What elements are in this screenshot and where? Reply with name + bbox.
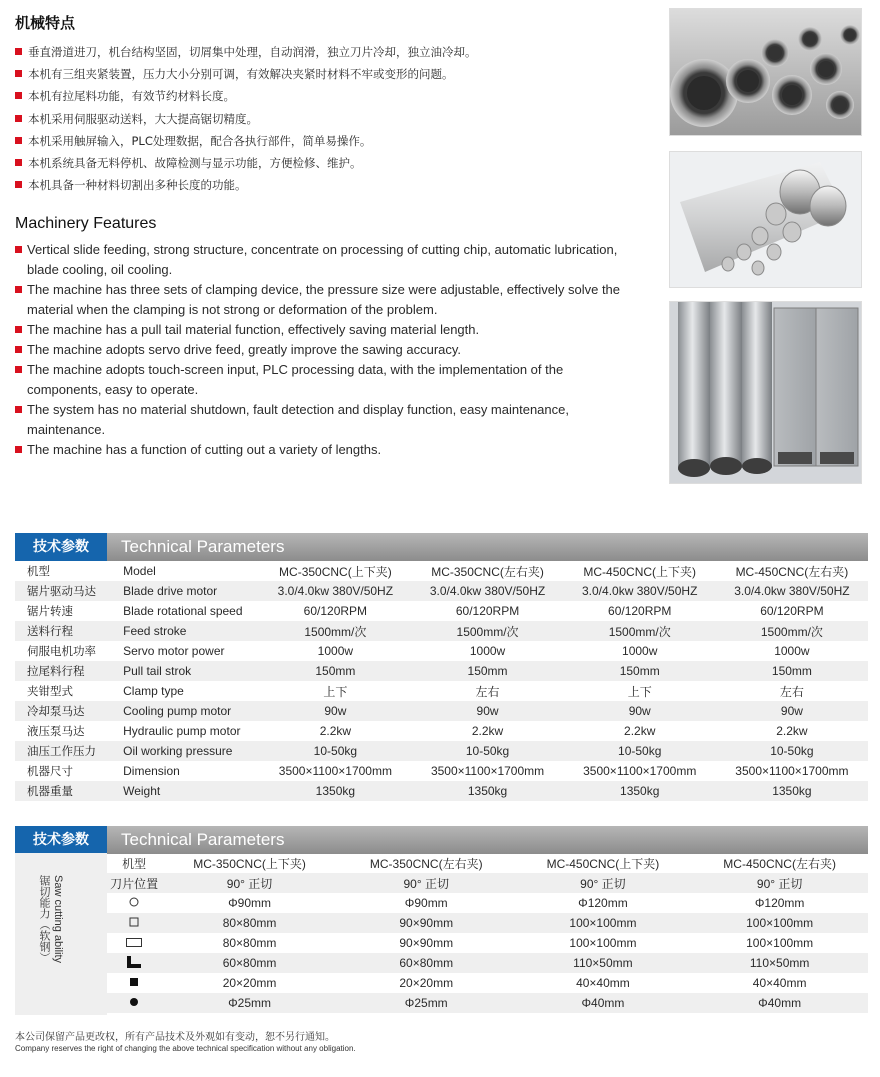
param-value: 90° 正切: [515, 873, 692, 893]
bullet-icon: [15, 286, 22, 293]
param-value: 3500×1100×1700mm: [735, 764, 849, 778]
param-value: 90w: [564, 701, 716, 721]
saw-side-cn: 锯切能力（软钢）: [38, 875, 51, 963]
param-label-cn: 伺服电机功率: [27, 644, 96, 658]
param-value: 1500mm/次: [716, 621, 868, 641]
list-item: The machine has a function of cutting out a variety of lengths.: [15, 440, 635, 460]
bullet-icon: [15, 406, 22, 413]
param-label: 刀片位置: [107, 873, 161, 893]
table-row: [15, 761, 868, 781]
footer-note-en: Company reserves the right of changing the above technical specification without any obligation.: [15, 1044, 356, 1053]
param-value: 90° 正切: [161, 873, 338, 893]
table-row: [107, 873, 868, 893]
param-value: 150mm: [411, 661, 563, 681]
bullet-icon: [15, 159, 22, 166]
param-value: 10-50kg: [259, 741, 411, 761]
table-row: [15, 721, 868, 741]
param-value: 10-50kg: [411, 741, 563, 761]
table-row: [107, 853, 868, 873]
features-en-title: Machinery Features: [15, 215, 157, 232]
param-value: Φ25mm: [338, 993, 515, 1013]
param-value: Φ90mm: [228, 896, 271, 910]
param-value: MC-350CNC(左右夹): [431, 564, 544, 579]
param-value: 2.2kw: [319, 724, 352, 738]
param-value: 3.0/4.0kw 380V/50HZ: [411, 581, 563, 601]
param-value: MC-350CNC(上下夹): [279, 564, 392, 579]
section-shape-cell: [107, 973, 161, 993]
param-value: 1000w: [774, 644, 810, 658]
param-value: 100×100mm: [515, 913, 692, 933]
table-row: [107, 993, 868, 1013]
param-label-en: Cooling pump motor: [109, 701, 259, 721]
params-table-1: [15, 561, 868, 801]
param-value: 3500×1100×1700mm: [583, 764, 697, 778]
param-value: 100×100mm: [569, 936, 637, 950]
param-value: 20×20mm: [222, 976, 277, 990]
table-row: [107, 973, 868, 993]
bullet-icon: [15, 446, 22, 453]
table-row: [15, 681, 868, 701]
param-label-cn: 拉尾料行程: [15, 661, 109, 681]
param-value: 10-50kg: [564, 741, 716, 761]
param-value: 80×80mm: [161, 913, 338, 933]
table-row: [15, 781, 868, 801]
features-en-list: [15, 240, 635, 460]
param-label-cn: 送料行程: [15, 621, 109, 641]
param-value: 40×40mm: [752, 976, 807, 990]
param-label-cn: 机器尺寸: [27, 764, 73, 778]
param-value: 60/120RPM: [760, 604, 824, 618]
param-value: 10-50kg: [716, 741, 868, 761]
bullet-icon: [15, 326, 22, 333]
param-value: 1000w: [469, 644, 506, 658]
param-value: MC-350CNC(上下夹): [193, 856, 306, 871]
param-value: 1350kg: [259, 781, 411, 801]
param-value: Φ120mm: [578, 896, 628, 910]
param-label-cn: 机型: [27, 564, 50, 578]
saw-side-en: Saw cutting ability: [52, 875, 64, 964]
param-value: 3500×1100×1700mm: [278, 764, 392, 778]
param-value: Φ90mm: [404, 896, 448, 910]
bullet-icon: [15, 181, 22, 188]
param-value: 20×20mm: [399, 976, 454, 990]
param-value: 1000w: [622, 644, 658, 658]
param-label-cn: 油压工作压力: [15, 741, 109, 761]
bullet-icon: [15, 246, 22, 253]
params-header-cn: 技术参数: [15, 533, 107, 561]
param-value: 2.2kw: [776, 724, 808, 738]
bullet-icon: [15, 137, 22, 144]
param-value: 1500mm/次: [259, 621, 411, 641]
angle-steel-icon: [126, 956, 142, 971]
saw-cutting-ability-label: [15, 853, 107, 1015]
bullet-icon: [15, 92, 22, 99]
param-value: 150mm: [716, 661, 868, 681]
list-item: The machine adopts servo drive feed, greatly improve the sawing accuracy.: [15, 340, 635, 360]
list-item: 垂直滑道进刀，机台结构坚固，切屑集中处理，自动润滑，独立刀片冷却，独立油冷却。: [15, 41, 635, 63]
param-value: 左右: [475, 684, 500, 699]
table-row: [15, 701, 868, 721]
param-value: 110×50mm: [515, 953, 692, 973]
param-label-en: Hydraulic pump motor: [123, 724, 241, 738]
param-value: 上下: [627, 684, 652, 699]
param-value: 3.0/4.0kw 380V/50HZ: [716, 581, 868, 601]
list-item: 本机有三组夹紧装置，压力大小分别可调，有效解决夹紧时材料不牢或变形的问题。: [15, 63, 635, 85]
param-value: 1500mm/次: [564, 621, 716, 641]
param-label-en: Pull tail strok: [109, 661, 259, 681]
param-label-en: Dimension: [123, 764, 180, 778]
param-value: 90w: [259, 701, 411, 721]
list-item: The system has no material shutdown, fault detection and display function, easy maintenance, maintenance.: [15, 400, 635, 440]
param-value: 40×40mm: [576, 976, 630, 990]
square-bar-icon: [126, 976, 142, 991]
param-value: 60/120RPM: [455, 604, 520, 618]
param-value: Φ120mm: [754, 896, 805, 910]
param-value: 150mm: [564, 661, 716, 681]
param-label-en: Clamp type: [123, 684, 184, 698]
param-value: 100×100mm: [746, 936, 814, 950]
table-row: [15, 741, 868, 761]
param-value: 90×90mm: [338, 913, 515, 933]
param-value: 60×80mm: [338, 953, 515, 973]
params-table-2: [107, 853, 868, 1013]
bullet-icon: [15, 115, 22, 122]
param-label-en: Feed stroke: [109, 621, 259, 641]
param-value: 110×50mm: [691, 953, 868, 973]
steel-tube-bundle-photo: [669, 151, 862, 288]
rect-tube-icon: [126, 936, 142, 951]
table-row: [15, 561, 868, 581]
param-value: MC-450CNC(上下夹): [546, 856, 660, 871]
section-shape-cell: [107, 913, 161, 933]
section-shape-cell: [107, 893, 161, 913]
list-item: The machine has a pull tail material function, effectively saving material length.: [15, 320, 635, 340]
param-value: 3.0/4.0kw 380V/50HZ: [259, 581, 411, 601]
round-bar-icon: [126, 996, 142, 1011]
param-label-cn: 机器重量: [15, 781, 109, 801]
param-value: MC-350CNC(左右夹): [369, 856, 483, 871]
square-tube-icon: [126, 916, 142, 931]
param-label-en: Blade rotational speed: [123, 604, 243, 618]
param-value: 1000w: [317, 644, 354, 658]
param-value: 2.2kw: [471, 724, 504, 738]
param-value: 80×80mm: [222, 936, 277, 950]
list-item: 本机具备一种材料切割出多种长度的功能。: [15, 174, 635, 196]
param-value: MC-450CNC(上下夹): [583, 564, 697, 579]
section-shape-cell: [107, 993, 161, 1013]
table-row: [15, 601, 868, 621]
param-label-cn: 液压泵马达: [27, 724, 85, 738]
list-item: 本机有拉尾料功能，有效节约材料长度。: [15, 85, 635, 107]
param-value: 左右: [779, 684, 804, 699]
features-cn-list: [15, 41, 635, 196]
params-header-en: Technical Parameters: [107, 826, 868, 854]
param-value: 60/120RPM: [608, 604, 672, 618]
param-value: 90w: [411, 701, 563, 721]
param-value: 150mm: [259, 661, 411, 681]
param-label-cn: 夹钳型式: [27, 684, 73, 698]
list-item: 本机系统具备无料停机、故障检测与显示功能，方便检修、维护。: [15, 152, 635, 174]
param-value: 100×100mm: [691, 913, 868, 933]
param-label: 机型: [122, 856, 147, 871]
table-row: [15, 581, 868, 601]
bullet-icon: [15, 346, 22, 353]
bullet-icon: [15, 70, 22, 77]
table-row: [107, 933, 868, 953]
param-value: 3500×1100×1700mm: [430, 764, 545, 778]
list-item: Vertical slide feeding, strong structure, concentrate on processing of cutting chip, automatic lubrication, blade cooling, oil cooling.: [15, 240, 635, 280]
param-value: 1350kg: [564, 781, 716, 801]
table-row: [15, 641, 868, 661]
list-item: The machine has three sets of clamping device, the pressure size were adjustable, effectively solve the material when the clamping is not strong or deformation of the problem.: [15, 280, 635, 320]
steel-tube-ends-photo: [669, 8, 862, 136]
params-header-cn: 技术参数: [15, 826, 107, 854]
param-label-en: Servo motor power: [123, 644, 225, 658]
param-value: MC-450CNC(左右夹): [735, 564, 849, 579]
table-row: [15, 621, 868, 641]
param-value: 90° 正切: [691, 873, 868, 893]
table-row: [107, 893, 868, 913]
param-value: 60/120RPM: [303, 604, 368, 618]
table-row: [107, 913, 868, 933]
param-label-en: Model: [123, 564, 156, 578]
list-item: 本机采用伺服驱动送料，大大提高锯切精度。: [15, 108, 635, 130]
list-item: 本机采用触屏输入，PLC处理数据，配合各执行部件，简单易操作。: [15, 130, 635, 152]
section-shape-cell: [107, 933, 161, 953]
param-value: 1500mm/次: [411, 621, 563, 641]
features-cn-title: 机械特点: [15, 14, 76, 32]
param-label-cn: 冷却泵马达: [15, 701, 109, 721]
param-value: 60×80mm: [161, 953, 338, 973]
section-shape-cell: [107, 953, 161, 973]
param-value: 3.0/4.0kw 380V/50HZ: [564, 581, 716, 601]
bullet-icon: [15, 48, 22, 55]
params-header-1: [15, 533, 868, 561]
params-header-en: Technical Parameters: [107, 533, 868, 561]
param-label-cn: 锯片转速: [27, 604, 73, 618]
param-value: 2.2kw: [624, 724, 656, 738]
param-value: Φ40mm: [515, 993, 692, 1013]
bullet-icon: [15, 366, 22, 373]
params-header-2: [15, 826, 868, 854]
param-value: 90° 正切: [338, 873, 515, 893]
param-label-cn: 锯片驱动马达: [15, 581, 109, 601]
param-value: 1350kg: [716, 781, 868, 801]
param-label-en: Oil working pressure: [109, 741, 259, 761]
footer-note-cn: 本公司保留产品更改权，所有产品技术及外观如有变动，恕不另行通知。: [15, 1032, 335, 1043]
param-value: Φ25mm: [161, 993, 338, 1013]
table-row: [15, 661, 868, 681]
list-item: The machine adopts touch-screen input, PLC processing data, with the implementation of the components, easy to operate.: [15, 360, 635, 400]
round-tube-icon: [126, 896, 142, 911]
table-row: [107, 953, 868, 973]
param-value: 90w: [716, 701, 868, 721]
param-label-en: Weight: [109, 781, 259, 801]
steel-pipes-and-square-tubes-photo: [669, 301, 862, 484]
param-value: 上下: [323, 684, 348, 699]
param-label-en: Blade drive motor: [109, 581, 259, 601]
param-value: Φ40mm: [691, 993, 868, 1013]
param-value: MC-450CNC(左右夹): [723, 856, 836, 871]
param-value: 90×90mm: [399, 936, 454, 950]
param-value: 1350kg: [411, 781, 563, 801]
